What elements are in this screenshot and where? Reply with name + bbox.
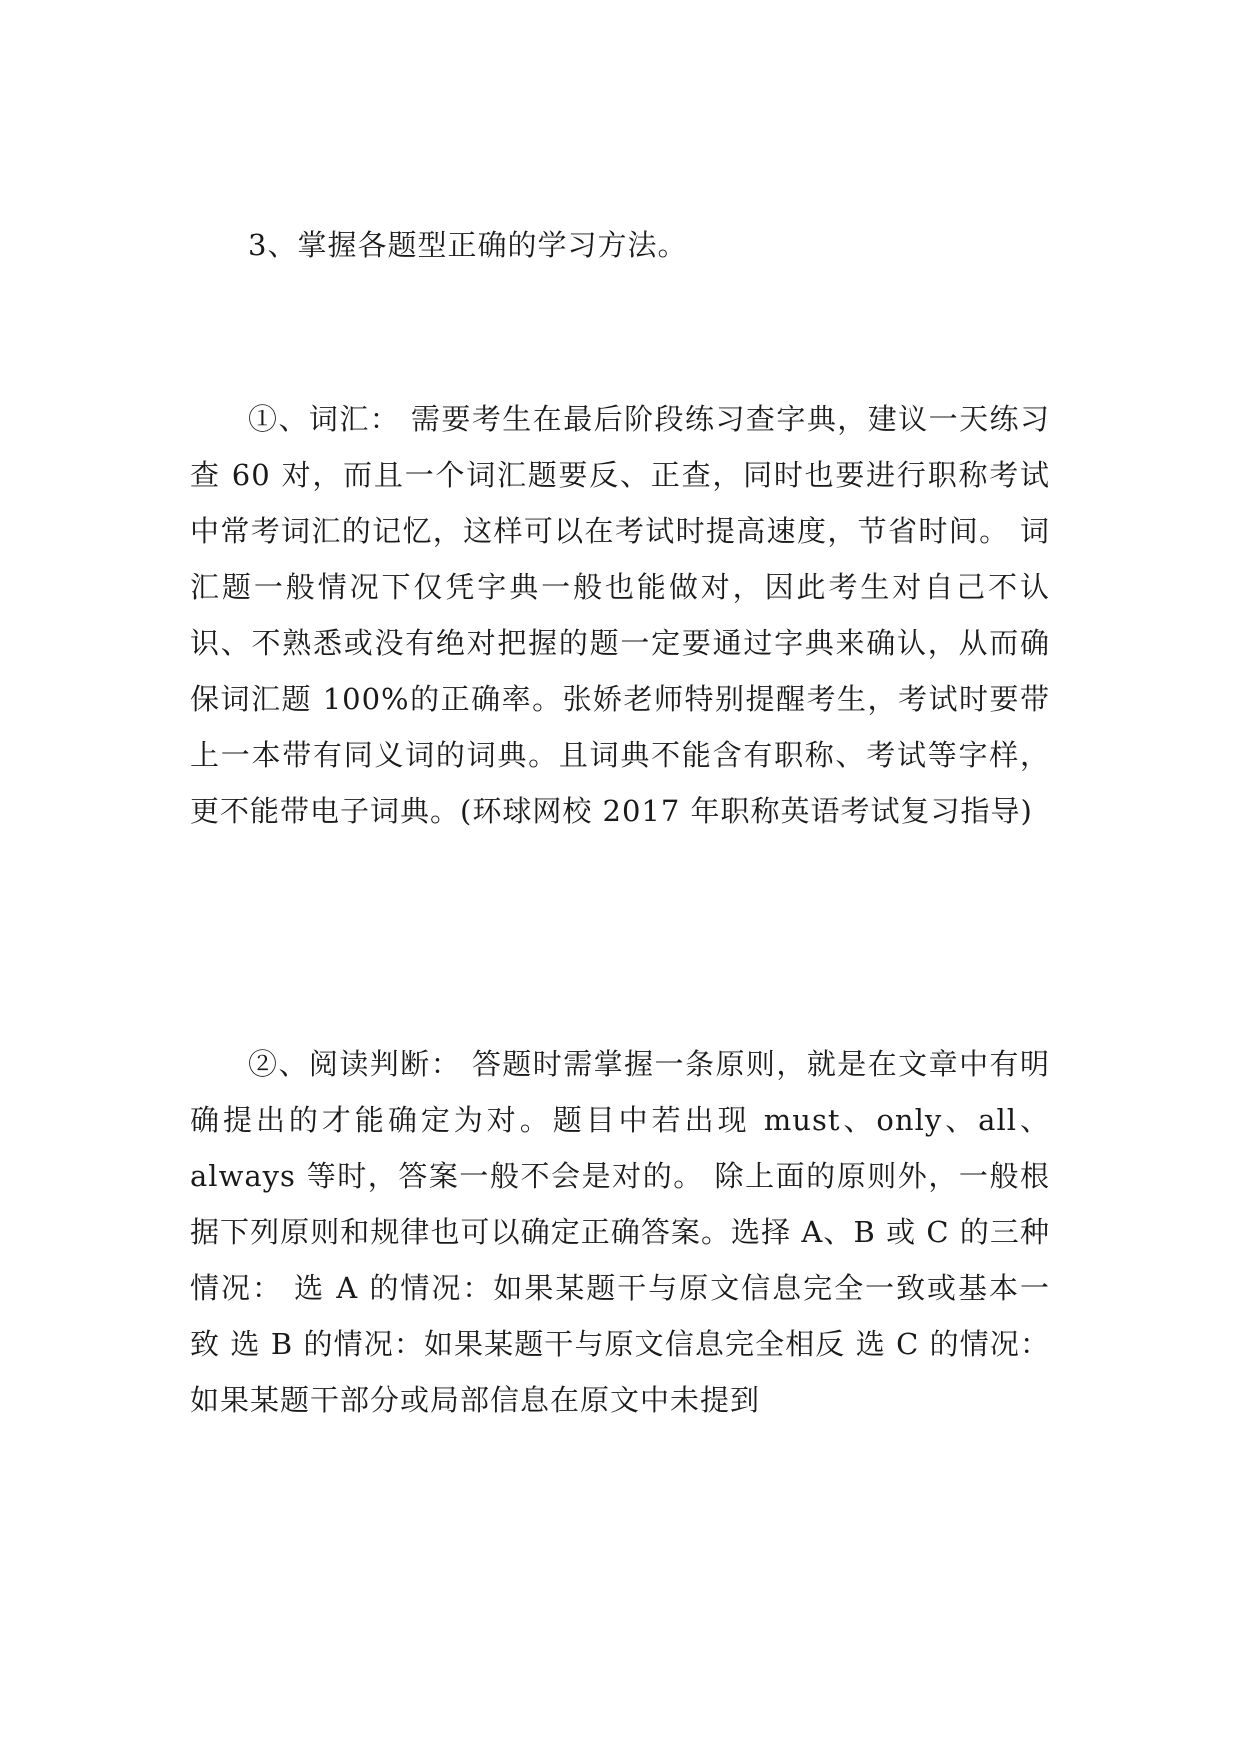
section-heading: 3、掌握各题型正确的学习方法。 [248,228,688,262]
vocabulary-paragraph: ①、词汇： 需要考生在最后阶段练习查字典，建议一天练习查 60 对，而且一个词汇题要反、正查，同时也要进行职称考试中常考词汇的记忆，这样可以在考试时提高速度，节省时间。 词汇题一般情况下仅凭字典一般也能做对，因此考生对自己不认识、不熟悉或没有绝对把握的题一定要通过字典来确认，从而确保词汇题 100%的正确率。张娇老师特别提醒考生，考试时要带上一本带有同义词的词典。且词典不能含有职称、考试等字样，更不能带电子词典。(环球网校 2017 年职称英语考试复习指导) [190,402,1050,828]
reading-judgment-paragraph: ②、阅读判断： 答题时需掌握一条原则，就是在文章中有明确提出的才能确定为对。题目中若出现 must、only、all、always 等时，答案一般不会是对的。 除上面的原则外，一般根据下列原则和规律也可以确定正确答案。选择 A、B 或 C 的三种情况： 选 A 的情况：如果某题干与原文信息完全一致或基本一致 选 B 的情况：如果某题干与原文信息完全相反 选 C 的情况：如果某题干部分或局部信息在原文中未提到 [190,1047,1050,1417]
